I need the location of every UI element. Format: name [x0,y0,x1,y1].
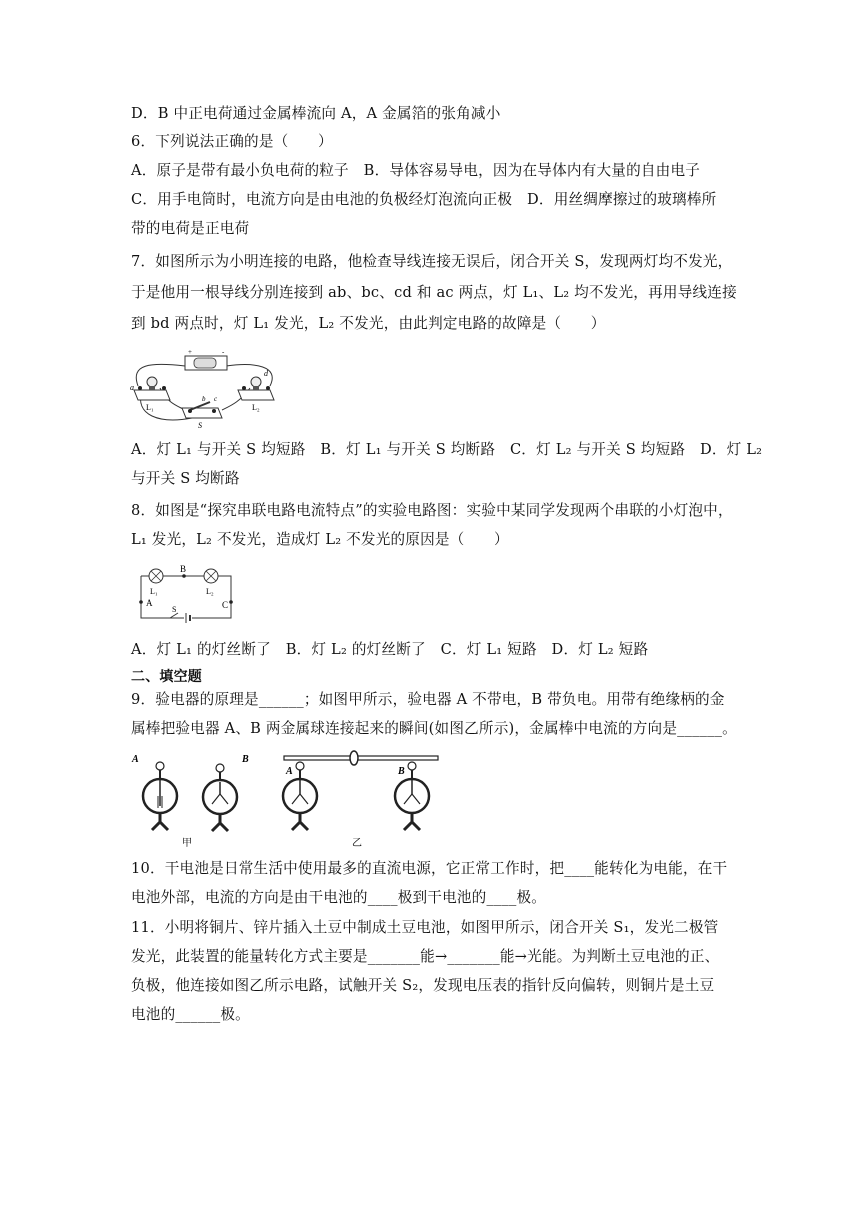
q6-stem: 6．下列说法正确的是（ ） [131,133,333,150]
q9-stem-2: 属棒把验电器 A、B 两金属球连接起来的瞬间(如图乙所示)，金属棒中电流的方向是______。 [131,720,737,737]
battery-minus-label: - [222,348,225,356]
lamp-l2-label: L₂ [206,587,214,596]
point-a-label: A [146,598,153,608]
q7-stem-1: 7．如图所示为小明连接的电路，他检查导线连接无误后，闭合开关 S，发现两灯均不发光， [131,253,733,270]
q5-option-d: D．B 中正电荷通过金属棒流向 A，A 金属箔的张角减小 [131,105,501,122]
q7-options-1: A．灯 L₁ 与开关 S 均短路 B．灯 L₁ 与开关 S 均断路 C．灯 L₂ 与开关 S 均短路 D．灯 L₂ [131,441,763,458]
metal-rod-icon [284,756,438,760]
point-b-label: B [180,564,187,574]
lamp-l2-label: L₂ [252,403,260,412]
q10-stem-1: 10．干电池是日常生活中使用最多的直流电源，它正常工作时，把____能转化为电能，在干 [131,860,728,877]
q6-options-cd: C．用手电筒时，电流方向是由电池的负极经灯泡流向正极 D．用丝绸摩擦过的玻璃棒所 [131,191,717,208]
q6-options-ab: A．原子是带有最小负电荷的粒子 B．导体容易导电，因为在导体内有大量的自由电子 [131,162,701,179]
electroscope-a-icon [143,762,177,830]
q10-stem-2: 电池外部，电流的方向是由干电池的____极到干电池的____极。 [131,889,547,906]
terminal-a-label: a [130,383,134,392]
terminal-d-label: d [264,369,268,378]
lamp-l2-base [238,390,274,400]
electroscope-b-icon [203,764,237,831]
battery-plus-label: + [188,348,192,356]
q9-stem-1: 9．验电器的原理是______；如图甲所示，验电器 A 不带电，B 带负电。用带有绝缘柄的金 [131,691,725,708]
q11-stem-3: 负极，他连接如图乙所示电路，试触开关 S₂，发现电压表的指针反向偏转，则铜片是土豆 [131,977,715,994]
q11-stem-2: 发光，此装置的能量转化方式主要是_______能→_______能→光能。为判断土豆电池的正、 [131,948,720,965]
switch-s-label: S [198,421,202,428]
q8-options: A．灯 L₁ 的灯丝断了 B．灯 L₂ 的灯丝断了 C．灯 L₁ 短路 D．灯 L₂ 短路 [131,641,649,658]
q7-circuit-figure [130,344,280,428]
q7-options-2: 与开关 S 均断路 [131,470,240,487]
q11-stem-4: 电池的______极。 [131,1006,250,1023]
point-c-label: C [222,600,229,610]
terminal-c-label: c [214,395,218,403]
yi-a-label: A [286,766,293,777]
q11-stem-1: 11．小明将铜片、锌片插入土豆中制成土豆电池，如图甲所示，闭合开关 S₁，发光二极管 [131,919,719,936]
section-heading-fill-blank: 二、填空题 [131,669,202,685]
q8-series-circuit [134,562,238,628]
q8-stem-2: L₁ 发光，L₂ 不发光，造成灯 L₂ 不发光的原因是（ ） [131,531,509,548]
q7-stem-3: 到 bd 两点时，灯 L₁ 发光，L₂ 不发光，由此判定电路的故障是（ ） [131,315,606,332]
terminal-b-label: b [202,395,206,403]
lamp-l1-icon [147,377,157,387]
lamp-l2-icon [251,377,261,387]
lamp-l1-label: L₁ [146,403,154,412]
lamp-l1-base [134,390,170,400]
lamp-l1-label: L₁ [150,587,158,596]
q9-electroscope-figure [130,750,440,848]
insulated-handle-icon [350,751,358,765]
q8-stem-1: 8．如图是“探究串联电路电流特点”的实验电路图：实验中某同学发现两个串联的小灯泡中， [131,502,733,519]
figure-jia-caption: 甲 [182,838,192,848]
jia-a-label: A [132,754,139,765]
switch-s-label: S [172,605,177,614]
jia-b-label: B [242,754,249,765]
switch-icon [182,408,222,418]
figure-yi-caption: 乙 [352,838,362,848]
q6-options-cont: 带的电荷是正电荷 [131,220,250,237]
yi-b-label: B [398,766,405,777]
q7-stem-2: 于是他用一根导线分别连接到 ab、bc、cd 和 ac 两点，灯 L₁、L₂ 均不发光，再用导线连接 [131,284,737,301]
